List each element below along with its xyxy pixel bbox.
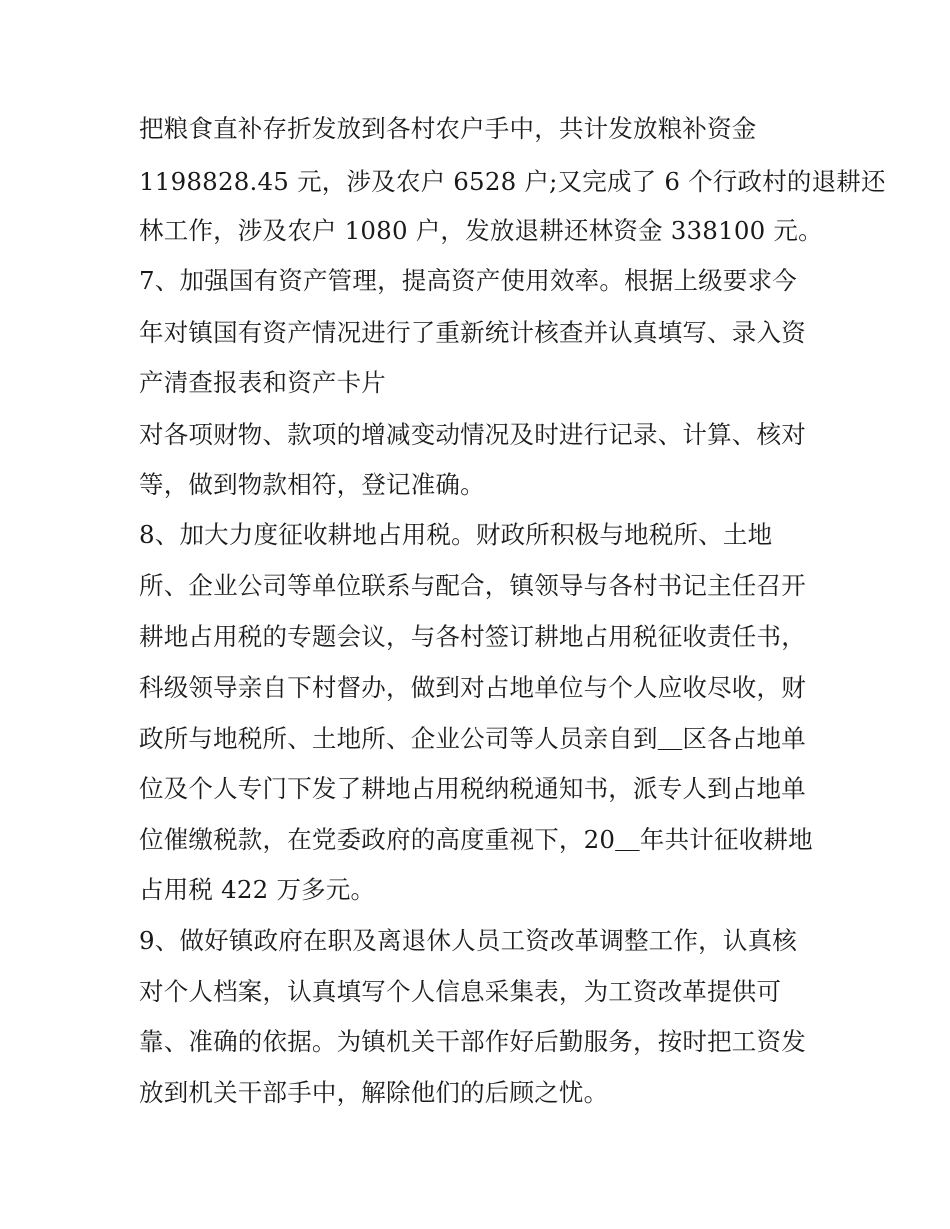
text-line: 等，做到物款相符，登记准确。: [139, 470, 485, 499]
text-line: 耕地占用税的专题会议，与各村签订耕地占用税征收责任书，: [139, 622, 806, 651]
text-line: 对各项财物、款项的增减变动情况及时进行记录、计算、核对: [139, 420, 806, 449]
text-line: 8、加大力度征收耕地占用税。财政所积极与地税所、土地: [139, 520, 773, 549]
text-line: 靠、准确的依据。为镇机关干部作好后勤服务，按时把工资发: [139, 1027, 806, 1056]
text-line: 科级领导亲自下村督办，做到对占地单位与个人应收尽收，财: [139, 673, 806, 702]
text-line: 1198828.45 元，涉及农户 6528 户;又完成了 6 个行政村的退耕还: [139, 167, 886, 196]
text-line: 7、加强国有资产管理，提高资产使用效率。根据上级要求今: [139, 266, 797, 295]
text-line: 占用税 422 万多元。: [139, 875, 376, 904]
text-line: 年对镇国有资产情况进行了重新统计核查并认真填写、录入资: [139, 318, 806, 347]
text-line: 把粮食直补存折发放到各村农户手中，共计发放粮补资金: [139, 114, 757, 143]
text-line: 林工作，涉及农户 1080 户，发放退耕还林资金 338100 元。: [139, 216, 823, 245]
text-line: 位及个人专门下发了耕地占用税纳税通知书，派专人到占地单: [139, 774, 806, 803]
text-line: 9、做好镇政府在职及离退休人员工资改革调整工作，认真核: [139, 926, 797, 955]
text-line: 对个人档案，认真填写个人信息采集表，为工资改革提供可: [139, 977, 782, 1006]
text-line: 政所与地税所、土地所、企业公司等人员亲自到＿区各占地单: [139, 724, 806, 753]
text-line: 所、企业公司等单位联系与配合，镇领导与各村书记主任召开: [139, 571, 806, 600]
text-line: 位催缴税款，在党委政府的高度重视下，20＿年共计征收耕地: [139, 825, 813, 854]
text-line: 产清查报表和资产卡片: [139, 368, 386, 397]
text-line: 放到机关干部手中，解除他们的后顾之忧。: [139, 1078, 609, 1107]
